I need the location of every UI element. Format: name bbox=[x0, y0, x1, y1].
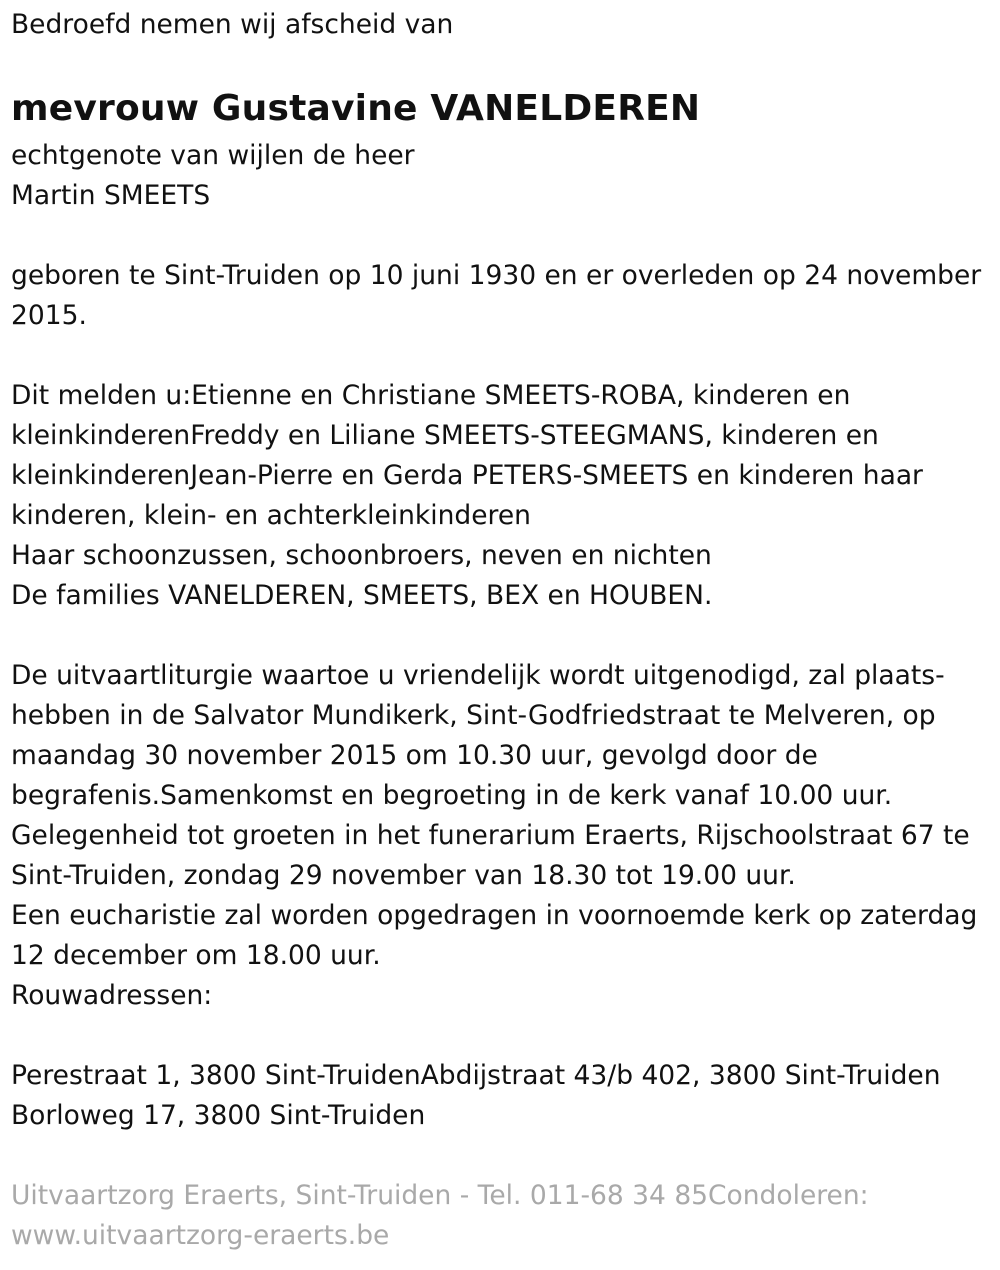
eucharist-text: Een eucharistie zal worden opgedragen in voornoemde kerk op zaterdag 12 december om 18.00 uur. bbox=[11, 900, 978, 971]
address-line-1: Perestraat 1, 3800 Sint-TruidenAbdijstraat 43/b 402, 3800 Sint-Truiden bbox=[11, 1060, 941, 1091]
footer-website: www.uitvaartzorg-eraerts.be bbox=[11, 1220, 390, 1251]
intro-text: Bedroefd nemen wij afscheid van bbox=[11, 9, 454, 40]
footer-contact: Uitvaartzorg Eraerts, Sint-Truiden - Tel. 011-68 34 85Condoleren: bbox=[11, 1180, 869, 1211]
addresses-label: Rouwadressen: bbox=[11, 980, 213, 1011]
relation-line-1: echtgenote van wijlen de heer bbox=[11, 140, 415, 171]
liturgy-text: De uitvaartliturgie waartoe u vriendelijk wordt uitgenodigd, zal plaats-hebben in de Salvator Mundikerk, Sint-Godfriedstraat te Melveren, op maandag 30 november 2015 om 10.30 uur, gevolgd door de begrafenis.Samenkomst en begroeting in de kerk vanaf 10.00 uur. bbox=[11, 660, 945, 811]
address-line-2: Borloweg 17, 3800 Sint-Truiden bbox=[11, 1100, 426, 1131]
deceased-name: mevrouw Gustavine VANELDEREN bbox=[11, 88, 701, 129]
birth-death-text: geboren te Sint-Truiden op 10 juni 1930 en er overleden op 24 november 2015. bbox=[11, 260, 982, 331]
viewing-text: Gelegenheid tot groeten in het funerarium Eraerts, Rijschoolstraat 67 te Sint-Truiden, zondag 29 november van 18.30 tot 19.00 uur. bbox=[11, 820, 970, 891]
relation-line-2: Martin SMEETS bbox=[11, 180, 211, 211]
families-text: De families VANELDEREN, SMEETS, BEX en HOUBEN. bbox=[11, 580, 713, 611]
announcers-text: Dit melden u:Etienne en Christiane SMEETS-ROBA, kinderen en kleinkinderenFreddy en Liliane SMEETS-STEEGMANS, kinderen en kleinkinderenJean-Pierre en Gerda PETERS-SMEETS en kinderen haar kinderen, klein- en achterkleinkinderen bbox=[11, 380, 923, 531]
footer bbox=[11, 1176, 989, 1256]
in-laws-text: Haar schoonzussen, schoonbroers, neven en nichten bbox=[11, 540, 712, 571]
